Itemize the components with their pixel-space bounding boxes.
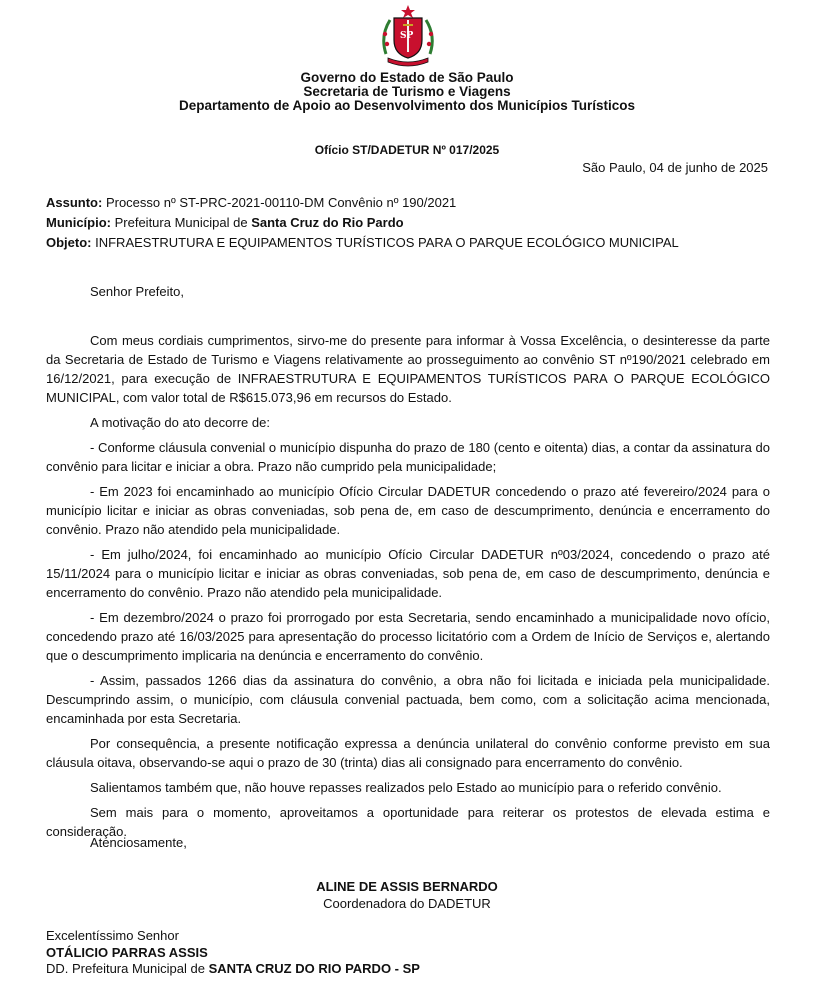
paragraph: - Conforme cláusula convenial o município dispunha do prazo de 180 (cento e oitenta) dias, a contar da assinatura do convênio para licitar e iniciar a obra. Prazo não cumprido pela municipalidade; xyxy=(46,440,770,474)
letter-body xyxy=(46,331,770,847)
objeto-value: INFRAESTRUTURA E EQUIPAMENTOS TURÍSTICOS PARA O PARQUE ECOLÓGICO MUNICIPAL xyxy=(91,235,679,250)
signature-block xyxy=(0,878,814,912)
paragraph: Salientamos também que, não houve repasses realizados pelo Estado ao município para o referido convênio. xyxy=(90,780,722,795)
paragraph: - Em dezembro/2024 o prazo foi prorrogado por esta Secretaria, sendo encaminhado a municipalidade novo ofício, concedendo prazo até 16/03/2025 para apresentação do processo licitatório com a Ordem de Início de Serviços e, alertando que o descumprimento implicaria na denúncia e encerramento do convênio. xyxy=(46,610,770,663)
municipio-label: Município: xyxy=(46,215,111,230)
meta-municipio xyxy=(46,213,679,233)
recipient-org-prefix: DD. Prefeitura Municipal de xyxy=(46,961,209,976)
signer-role: Coordenadora do DADETUR xyxy=(323,896,491,911)
paragraph: - Assim, passados 1266 dias da assinatura do convênio, a obra não foi licitada e iniciada pela municipalidade. Descumprindo assim, o município, com cláusula convenial pactuada, bem como, com a solicitação acima mencionada, encaminhada por esta Secretaria. xyxy=(46,673,770,726)
paragraph: Sem mais para o momento, aproveitamos a oportunidade para reiterar os protestos de elevada estima e consideração. xyxy=(46,805,770,839)
objeto-label: Objeto: xyxy=(46,235,92,250)
recipient-block xyxy=(46,928,420,978)
paragraph: - Em 2023 foi encaminhado ao município Ofício Circular DADETUR concedendo o prazo até fevereiro/2024 para o município licitar e iniciar as obras conveniadas, sob pena de, em caso de descumprimento, denúncia e encerramento do convênio. Prazo não atendido pela municipalidade. xyxy=(46,484,770,537)
greeting: Senhor Prefeito, xyxy=(90,284,184,299)
assunto-value: Processo nº ST-PRC-2021-00110-DM Convênio nº 190/2021 xyxy=(102,195,457,210)
paragraph: Com meus cordiais cumprimentos, sirvo-me do presente para informar à Vossa Excelência, o desinteresse da parte da Secretaria de Estado de Turismo e Viagens relativamente ao prosseguimento ao convênio ST nº190/2021 celebrado em 16/12/2021, para execução de INFRAESTRUTURA E EQUIPAMENTOS TURÍSTICOS PARA O PARQUE ECOLÓGICO MUNICIPAL, com valor total de R$615.073,96 em recursos do Estado. xyxy=(46,333,770,405)
signer-name: ALINE DE ASSIS BERNARDO xyxy=(316,879,498,894)
closing: Atenciosamente, xyxy=(90,835,187,850)
header-department: Departamento de Apoio ao Desenvolvimento dos Municípios Turísticos xyxy=(178,98,636,113)
paragraph: - Em julho/2024, foi encaminhado ao município Ofício Circular DADETUR nº03/2024, concedendo o prazo até 15/11/2024 para o município licitar e iniciar as obras conveniadas, sob pena de, em caso de descumprimento, denúncia e encerramento do convênio. Prazo não atendido pela municipalidade. xyxy=(46,547,770,600)
coat-of-arms-sao-paulo-icon xyxy=(376,4,440,68)
paragraph: Por consequência, a presente notificação expressa a denúncia unilateral do convênio conforme previsto em sua cláusula oitava, observando-se aqui o prazo de 30 (trinta) dias ali consignado para encerramento do convênio. xyxy=(46,736,770,770)
oficio-number: Ofício ST/DADETUR Nº 017/2025 xyxy=(314,143,500,157)
emblem-letters: SP xyxy=(400,31,414,41)
letter-meta xyxy=(46,193,679,253)
letterhead xyxy=(0,71,814,113)
meta-assunto xyxy=(46,193,679,213)
header-government: Governo do Estado de São Paulo xyxy=(300,70,514,85)
header-secretariat: Secretaria de Turismo e Viagens xyxy=(303,84,511,99)
recipient-org xyxy=(46,961,420,978)
assunto-label: Assunto: xyxy=(46,195,103,210)
municipio-name: Santa Cruz do Rio Pardo xyxy=(251,215,404,230)
paragraph: A motivação do ato decorre de: xyxy=(90,415,270,430)
recipient-name: OTÁLICIO PARRAS ASSIS xyxy=(46,944,208,960)
recipient-salutation: Excelentíssimo Senhor xyxy=(46,928,179,943)
meta-objeto xyxy=(46,233,679,253)
municipio-prefix: Prefeitura Municipal de xyxy=(111,215,252,230)
recipient-org-name: SANTA CRUZ DO RIO PARDO - SP xyxy=(208,961,420,976)
letter-date: São Paulo, 04 de junho de 2025 xyxy=(582,160,768,175)
